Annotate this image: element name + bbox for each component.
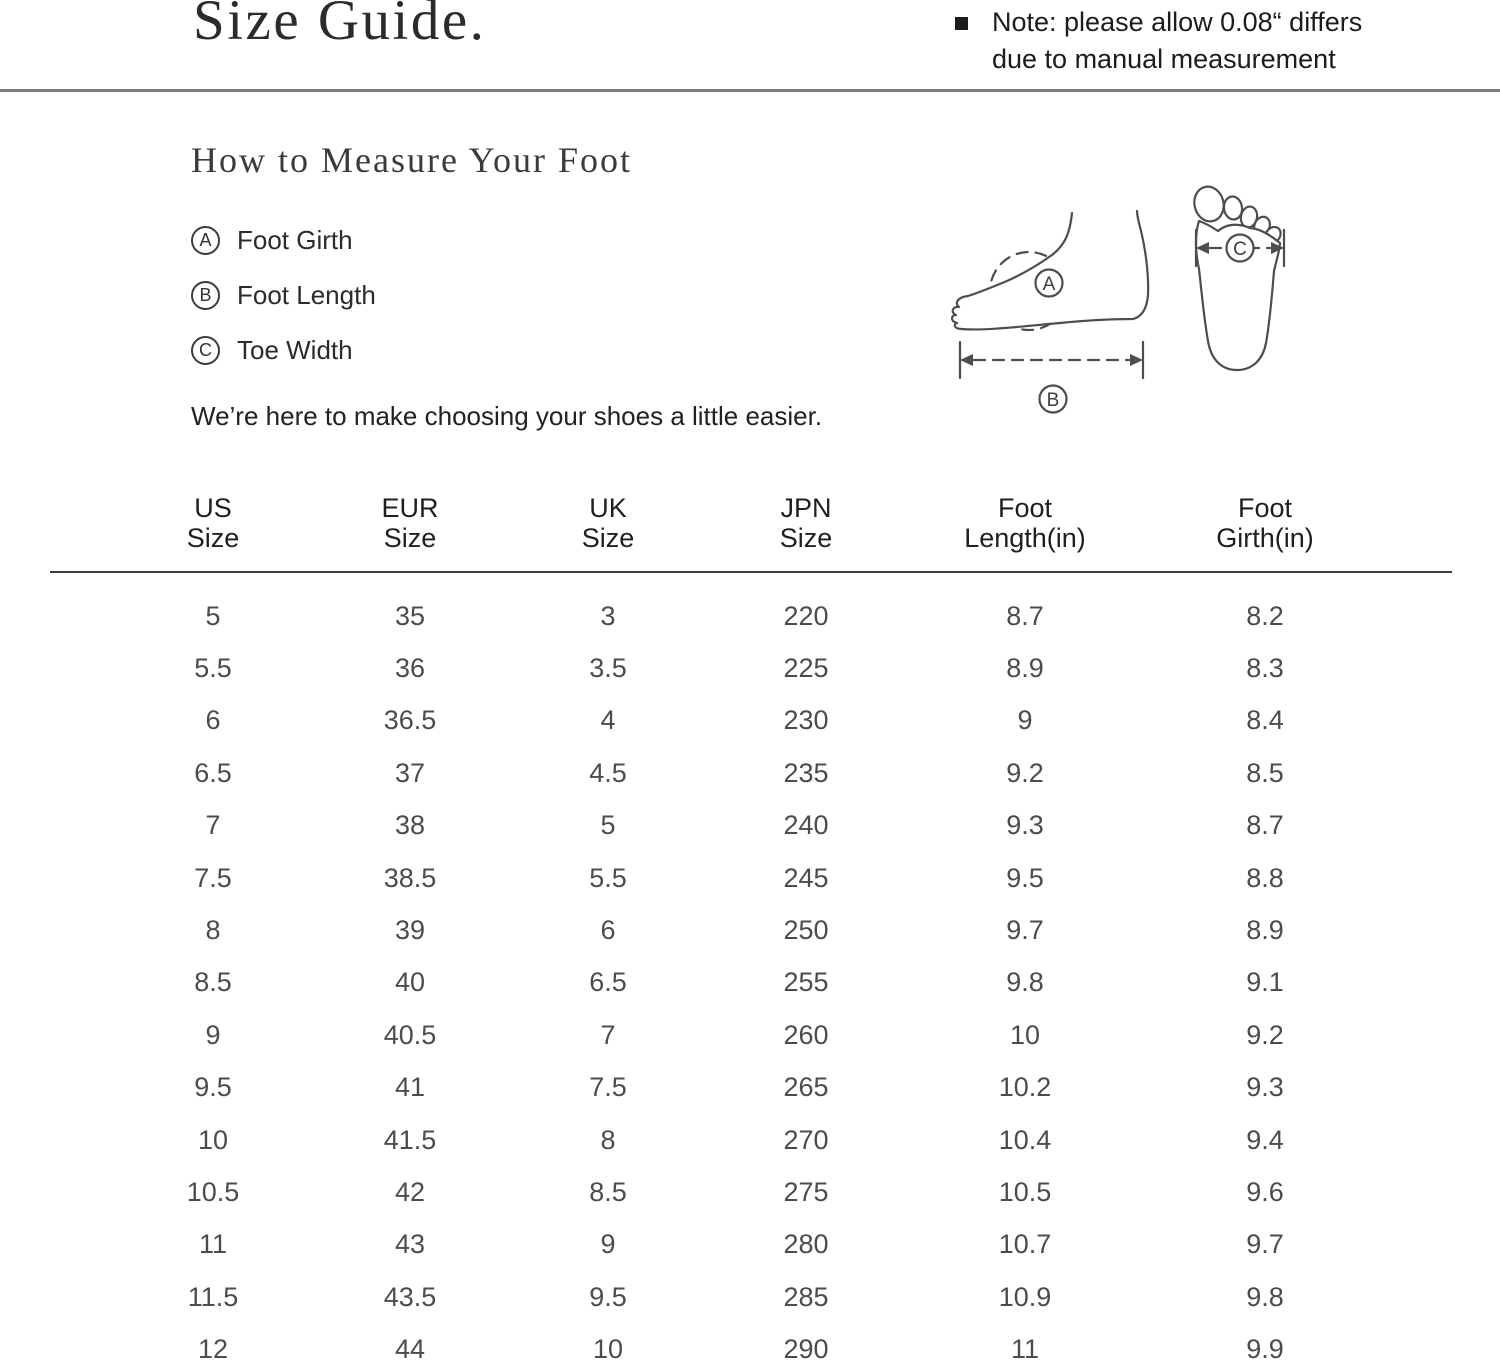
table-cell: 7.5: [194, 862, 232, 893]
table-cell: 8.9: [1246, 915, 1284, 946]
table-row: [80, 1166, 1350, 1218]
table-cell: 10.9: [998, 1281, 1052, 1312]
table-cell: 245: [783, 862, 829, 893]
table-cell: 7: [205, 810, 221, 841]
table-header-divider: [50, 571, 1452, 573]
table-cell: 9: [1017, 705, 1033, 736]
note-line-1: Note: please allow 0.08“ differs: [992, 7, 1363, 37]
table-cell: 265: [783, 1072, 829, 1103]
table-cell: 39: [394, 915, 426, 946]
table-row: [80, 1009, 1350, 1061]
table-cell: 43: [394, 1229, 426, 1260]
table-cell: 8.7: [1006, 600, 1044, 631]
table-cell: 8.8: [1246, 862, 1284, 893]
table-cell: 41: [394, 1072, 426, 1103]
table-cell: 9.4: [1246, 1124, 1284, 1155]
column-header: US Size: [186, 493, 240, 553]
column-header: Foot Girth(in): [1216, 493, 1314, 553]
table-row: [80, 642, 1350, 694]
table-cell: 41.5: [383, 1124, 437, 1155]
circled-c-icon: C: [191, 336, 220, 365]
table-cell: 10: [197, 1124, 229, 1155]
table-cell: 290: [783, 1334, 829, 1361]
table-cell: 9.1: [1246, 967, 1284, 998]
header-divider: [0, 89, 1500, 92]
table-cell: 9.9: [1246, 1334, 1284, 1361]
table-cell: 9.8: [1246, 1281, 1284, 1312]
table-cell: 6: [600, 915, 616, 946]
measure-item-foot-girth: [191, 225, 376, 255]
table-cell: 250: [783, 915, 829, 946]
table-cell: 10.7: [998, 1229, 1052, 1260]
size-table-header: [80, 493, 1350, 553]
foot-sole-view-illustration: [1191, 184, 1284, 370]
table-cell: 9.2: [1246, 1019, 1284, 1050]
table-cell: 38.5: [383, 862, 437, 893]
table-cell: 5: [205, 600, 221, 631]
table-cell: 240: [783, 810, 829, 841]
column-header: Foot Length(in): [964, 493, 1086, 553]
table-cell: 9.3: [1006, 810, 1044, 841]
table-cell: 5.5: [194, 653, 232, 684]
table-cell: 255: [783, 967, 829, 998]
table-cell: 280: [783, 1229, 829, 1260]
note-line-2: due to manual measurement: [992, 44, 1336, 74]
table-row: [80, 1323, 1350, 1361]
table-cell: 9.7: [1006, 915, 1044, 946]
table-cell: 9.7: [1246, 1229, 1284, 1260]
square-bullet-icon: [955, 17, 968, 30]
table-row: [80, 695, 1350, 747]
table-cell: 8.9: [1006, 653, 1044, 684]
table-cell: 4.5: [589, 757, 627, 788]
table-cell: 3.5: [589, 653, 627, 684]
table-cell: 235: [783, 757, 829, 788]
table-row: [80, 747, 1350, 799]
marker-c-label: C: [1233, 239, 1247, 260]
table-cell: 10.4: [998, 1124, 1052, 1155]
table-cell: 6: [205, 705, 221, 736]
table-cell: 8.5: [589, 1176, 627, 1207]
table-cell: 9.3: [1246, 1072, 1284, 1103]
table-cell: 6.5: [194, 757, 232, 788]
table-cell: 9.2: [1006, 757, 1044, 788]
column-header: EUR Size: [381, 493, 439, 553]
table-cell: 8.3: [1246, 653, 1284, 684]
measure-item-foot-length: [191, 280, 376, 310]
table-cell: 9.6: [1246, 1176, 1284, 1207]
note-text: [992, 4, 1362, 78]
table-cell: 8.7: [1246, 810, 1284, 841]
table-cell: 8: [205, 915, 221, 946]
table-cell: 44: [394, 1334, 426, 1361]
table-cell: 7.5: [589, 1072, 627, 1103]
table-cell: 270: [783, 1124, 829, 1155]
table-cell: 35: [394, 600, 426, 631]
table-cell: 43.5: [383, 1281, 437, 1312]
measure-item-label: Foot Length: [237, 279, 376, 310]
table-cell: 10: [1009, 1019, 1041, 1050]
table-row: [80, 904, 1350, 956]
measure-list: [191, 225, 376, 390]
table-cell: 8.5: [194, 967, 232, 998]
table-cell: 8: [600, 1124, 616, 1155]
table-row: [80, 800, 1350, 852]
table-cell: 5: [600, 810, 616, 841]
measurement-note: [955, 4, 1362, 78]
table-cell: 220: [783, 600, 829, 631]
table-cell: 40.5: [383, 1019, 437, 1050]
table-cell: 10.2: [998, 1072, 1052, 1103]
tagline: We’re here to make choosing your shoes a little easier.: [191, 401, 823, 431]
table-cell: 9: [600, 1229, 616, 1260]
measure-item-label: Toe Width: [237, 334, 353, 365]
table-row: [80, 1062, 1350, 1114]
table-cell: 37: [394, 757, 426, 788]
table-cell: 11: [1010, 1334, 1040, 1361]
table-cell: 10.5: [998, 1176, 1052, 1207]
marker-b-label: B: [1046, 390, 1060, 411]
table-cell: 36.5: [383, 705, 437, 736]
table-cell: 8.5: [1246, 757, 1284, 788]
measure-item-toe-width: [191, 335, 376, 365]
table-cell: 36: [394, 653, 426, 684]
measure-item-label: Foot Girth: [237, 224, 353, 255]
table-cell: 10.5: [186, 1176, 240, 1207]
table-cell: 285: [783, 1281, 829, 1312]
foot-side-view-illustration: [952, 211, 1148, 413]
column-header: UK Size: [581, 493, 635, 553]
circled-b-icon: B: [191, 281, 220, 310]
table-row: [80, 957, 1350, 1009]
table-row: [80, 590, 1350, 642]
length-right-arrow: [1130, 354, 1143, 366]
circled-a-icon: A: [191, 226, 220, 255]
section-heading: How to Measure Your Foot: [191, 140, 633, 180]
table-cell: 260: [783, 1019, 829, 1050]
table-cell: 9.8: [1006, 967, 1044, 998]
table-cell: 225: [783, 653, 829, 684]
table-cell: 11: [198, 1229, 228, 1260]
table-cell: 4: [600, 705, 616, 736]
big-toe: [1191, 184, 1228, 225]
table-cell: 3: [600, 600, 616, 631]
table-cell: 42: [394, 1176, 426, 1207]
size-table-body: [80, 590, 1350, 1361]
table-cell: 6.5: [589, 967, 627, 998]
table-cell: 9.5: [194, 1072, 232, 1103]
table-cell: 40: [394, 967, 426, 998]
table-cell: 9.5: [1006, 862, 1044, 893]
table-cell: 9.5: [589, 1281, 627, 1312]
table-cell: 7: [600, 1019, 616, 1050]
column-header: JPN Size: [779, 493, 833, 553]
table-row: [80, 1114, 1350, 1166]
table-cell: 230: [783, 705, 829, 736]
length-left-arrow: [960, 354, 973, 366]
table-cell: 8.2: [1246, 600, 1284, 631]
table-cell: 12: [197, 1334, 229, 1361]
foot-measurement-diagram: [930, 173, 1320, 425]
table-cell: 5.5: [589, 862, 627, 893]
page-title: Size Guide.: [193, 0, 487, 52]
table-cell: 10: [592, 1334, 624, 1361]
table-cell: 11.5: [187, 1281, 239, 1312]
table-cell: 275: [783, 1176, 829, 1207]
table-row: [80, 852, 1350, 904]
table-cell: 38: [394, 810, 426, 841]
table-row: [80, 1271, 1350, 1323]
table-cell: 9: [205, 1019, 221, 1050]
table-cell: 8.4: [1246, 705, 1284, 736]
marker-a-label: A: [1042, 274, 1056, 295]
table-row: [80, 1219, 1350, 1271]
